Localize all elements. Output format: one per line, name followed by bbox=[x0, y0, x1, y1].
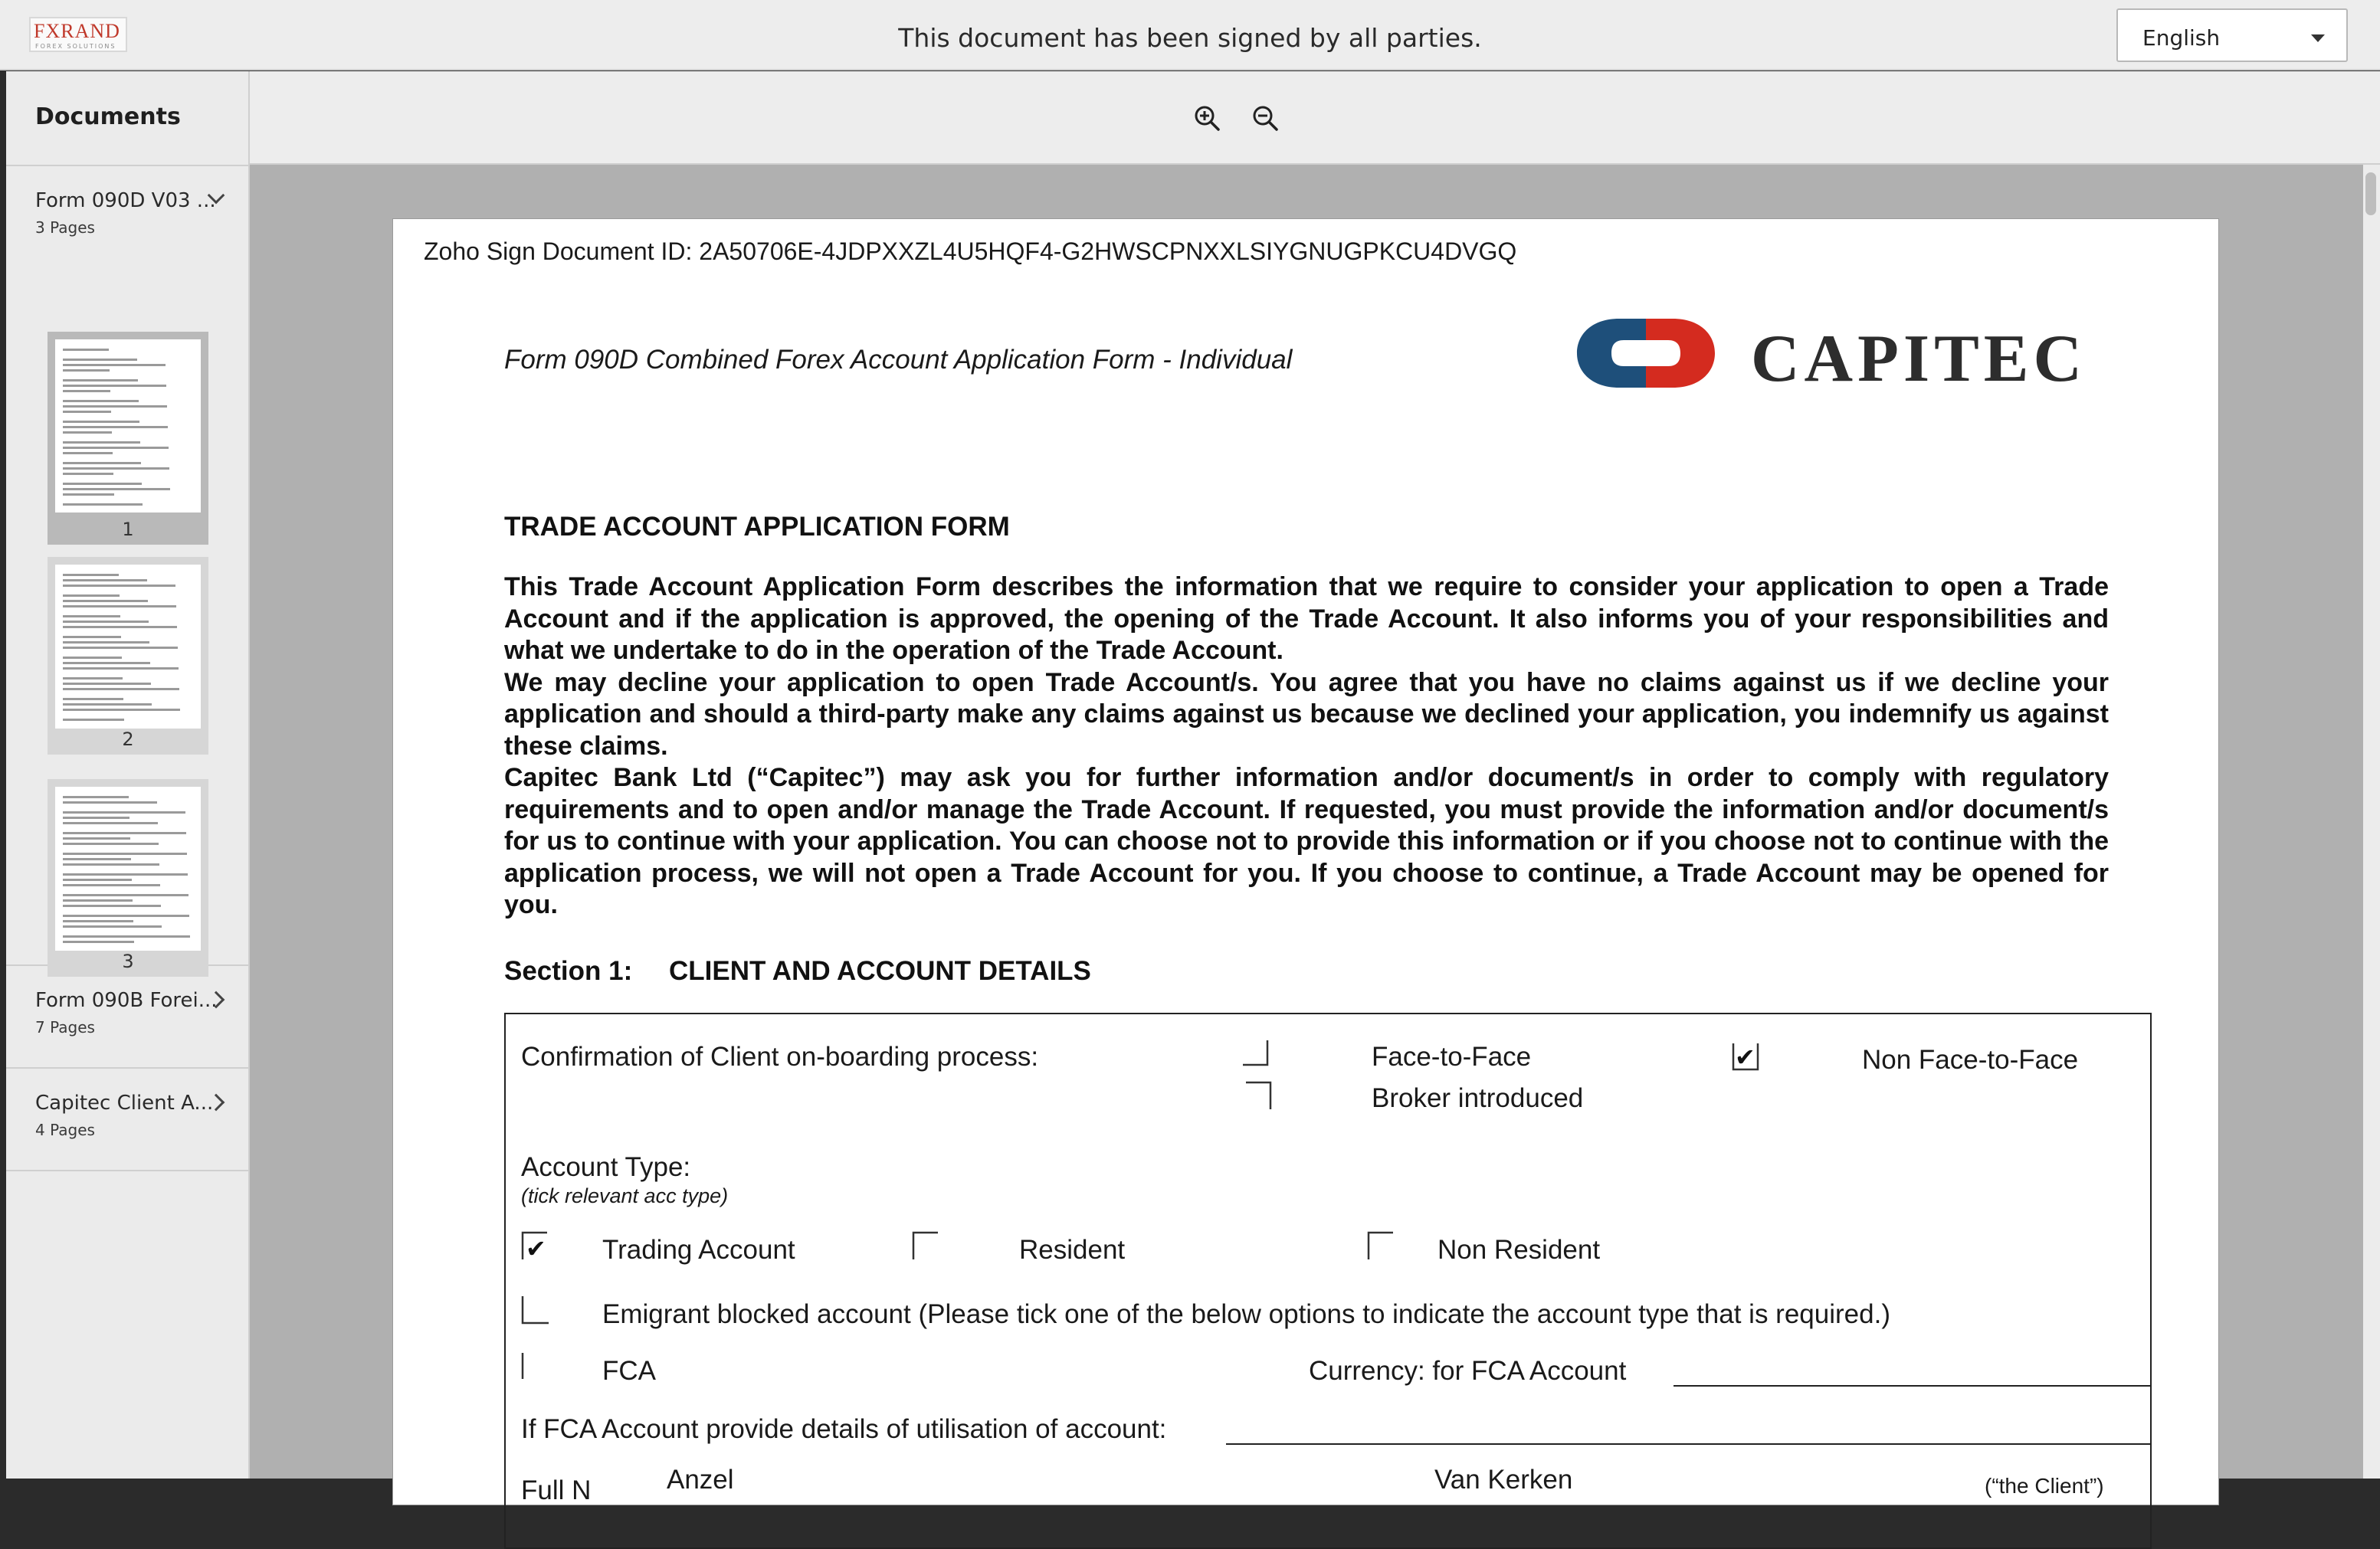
thumbnail-preview bbox=[55, 787, 201, 951]
thumbnail-text-line bbox=[63, 822, 158, 824]
thumbnail-text-line bbox=[63, 585, 175, 587]
logo-text: FXRAND bbox=[34, 20, 120, 42]
thumbnail-text-line bbox=[63, 605, 176, 607]
fca-currency-field[interactable] bbox=[1674, 1385, 2152, 1387]
thumbnail-text-line bbox=[63, 925, 162, 928]
thumbnail-text-line bbox=[63, 600, 148, 602]
thumbnail-text-line bbox=[63, 698, 123, 700]
page-thumbnail-3[interactable] bbox=[48, 779, 208, 977]
capitec-logo-mark bbox=[1573, 311, 1719, 395]
document-viewer[interactable] bbox=[250, 165, 2380, 1505]
trading-account-label: Trading Account bbox=[602, 1235, 795, 1265]
thumbnail-text-line bbox=[63, 941, 134, 943]
thumbnail-text-line bbox=[63, 594, 120, 597]
thumbnail-text-line bbox=[63, 703, 152, 706]
check-icon: ✔ bbox=[1735, 1043, 1755, 1072]
document-name: Capitec Client A... bbox=[35, 1092, 214, 1115]
thumbnail-text-line bbox=[63, 579, 147, 581]
logo-subtitle: FOREX SOLUTIONS bbox=[35, 43, 116, 50]
thumbnail-text-line bbox=[63, 467, 169, 470]
thumbnail-text-line bbox=[63, 873, 188, 876]
client-designation-label: (“the Client”) bbox=[1985, 1474, 2104, 1498]
intro-paragraph: This Trade Account Application Form describes the information that we require to consider your application to open a Trade Account and if the application is approved, the opening of the Trade Account. It also informs you of your responsibilities and what we undertake to do in the operation of the Trade Account. bbox=[504, 572, 2109, 665]
check-icon: ✔ bbox=[526, 1234, 546, 1263]
document-header[interactable] bbox=[35, 189, 234, 237]
thumbnail-preview bbox=[55, 339, 201, 513]
account-type-hint: (tick relevant acc type) bbox=[521, 1184, 729, 1207]
page-thumbnail-1[interactable] bbox=[48, 332, 208, 545]
document-header[interactable] bbox=[35, 1092, 234, 1139]
top-bar bbox=[0, 0, 2380, 70]
thumbnail-text-line bbox=[63, 641, 149, 644]
thumbnail-text-line bbox=[63, 796, 129, 798]
thumbnail-text-line bbox=[63, 364, 166, 366]
language-select[interactable] bbox=[2116, 8, 2348, 62]
face-to-face-checkbox[interactable] bbox=[1241, 1037, 1269, 1068]
resident-checkbox[interactable] bbox=[912, 1230, 939, 1261]
thumbnail-page-number: 1 bbox=[122, 519, 134, 540]
thumbnail-text-line bbox=[63, 621, 149, 623]
document-header[interactable] bbox=[35, 989, 234, 1036]
capitec-wordmark: CAPITEC bbox=[1751, 322, 2087, 396]
thumbnail-page-number: 3 bbox=[122, 951, 134, 972]
viewer-toolbar bbox=[250, 71, 2380, 165]
fca-utilisation-field[interactable] bbox=[1226, 1443, 2152, 1445]
viewer-scrollbar[interactable] bbox=[2363, 165, 2380, 1479]
thumbnail-text-line bbox=[63, 441, 140, 444]
thumbnail-text-line bbox=[63, 359, 137, 361]
document-page-count: 3 Pages bbox=[35, 218, 95, 237]
thumbnail-text-line bbox=[63, 817, 129, 819]
thumbnail-text-line bbox=[63, 503, 143, 506]
account-type-label: Account Type: bbox=[521, 1152, 691, 1182]
document-page-count: 7 Pages bbox=[35, 1018, 95, 1036]
thumbnail-text-line bbox=[63, 657, 122, 659]
page-thumbnail-2[interactable] bbox=[48, 557, 208, 755]
thumbnail-text-line bbox=[63, 801, 157, 804]
onboarding-label: Confirmation of Client on-boarding process: bbox=[521, 1042, 1039, 1072]
fca-checkbox[interactable] bbox=[521, 1351, 549, 1382]
intro-paragraph: We may decline your application to open Trade Account/s. You agree that you have no claims against us if we decline your application and should a third-party make any claims against us because we declined your application, you indemnify us against these claims. bbox=[504, 667, 2109, 761]
document-group-form-090b[interactable] bbox=[6, 966, 248, 1069]
thumbnail-text-line bbox=[63, 915, 189, 917]
thumbnail-text-line bbox=[63, 920, 133, 922]
document-name: Form 090D V03 ... bbox=[35, 189, 216, 212]
document-name: Form 090B Forei... bbox=[35, 989, 218, 1012]
thumbnail-text-line bbox=[63, 626, 177, 628]
thumbnail-text-line bbox=[63, 369, 110, 372]
thumbnail-text-line bbox=[63, 426, 168, 428]
documents-sidebar bbox=[6, 71, 250, 1479]
thumbnail-text-line bbox=[63, 853, 187, 855]
thumbnail-text-line bbox=[63, 863, 159, 866]
capitec-logo bbox=[1573, 306, 2110, 406]
thumbnail-text-line bbox=[63, 411, 111, 413]
thumbnail-text-line bbox=[63, 843, 159, 845]
thumbnail-text-line bbox=[63, 379, 138, 382]
non-resident-checkbox[interactable] bbox=[1367, 1230, 1395, 1261]
thumbnail-text-line bbox=[63, 636, 121, 638]
thumbnail-text-line bbox=[63, 405, 167, 408]
thumbnail-text-line bbox=[63, 719, 124, 721]
intro-text bbox=[504, 571, 2109, 922]
thumbnail-text-line bbox=[63, 884, 160, 886]
thumbnail-text-line bbox=[63, 667, 179, 670]
thumbnail-text-line bbox=[63, 421, 139, 423]
broker-introduced-label: Broker introduced bbox=[1372, 1083, 1584, 1113]
thumbnail-text-line bbox=[63, 683, 151, 685]
thumbnail-text-line bbox=[63, 858, 131, 860]
non-face-to-face-label: Non Face-to-Face bbox=[1862, 1045, 2079, 1075]
thumbnail-text-line bbox=[63, 837, 130, 840]
surname-value: Van Kerken bbox=[1434, 1465, 1573, 1495]
thumbnail-text-line bbox=[63, 677, 123, 680]
full-name-label: Full N bbox=[521, 1475, 592, 1505]
thumbnail-text-line bbox=[63, 483, 142, 485]
language-selected-value: English bbox=[2142, 25, 2221, 51]
resident-label: Resident bbox=[1019, 1235, 1126, 1265]
first-name-value: Anzel bbox=[667, 1465, 734, 1495]
application-heading: TRADE ACCOUNT APPLICATION FORM bbox=[504, 512, 1010, 542]
thumbnail-text-line bbox=[63, 647, 178, 649]
thumbnail-text-line bbox=[63, 473, 113, 475]
thumbnail-text-line bbox=[63, 400, 139, 402]
thumbnail-text-line bbox=[63, 615, 120, 617]
thumbnail-text-line bbox=[63, 662, 150, 664]
document-page bbox=[392, 218, 2219, 1505]
thumbnail-text-line bbox=[63, 688, 179, 690]
thumbnail-text-line bbox=[63, 390, 110, 392]
thumbnail-text-line bbox=[63, 574, 119, 576]
thumbnail-text-line bbox=[63, 899, 133, 902]
client-account-details-form bbox=[504, 1013, 2152, 1549]
thumbnail-text-line bbox=[63, 447, 169, 449]
fca-currency-label: Currency: for FCA Account bbox=[1309, 1356, 1627, 1386]
form-title: Form 090D Combined Forex Account Application Form - Individual bbox=[504, 345, 1293, 375]
thumbnail-text-line bbox=[63, 894, 188, 896]
non-resident-label: Non Resident bbox=[1438, 1235, 1601, 1265]
caret-down-icon bbox=[2311, 34, 2325, 42]
signed-status-message: This document has been signed by all parties. bbox=[898, 23, 1482, 53]
emigrant-blocked-checkbox[interactable] bbox=[521, 1295, 549, 1325]
thumbnail-text-line bbox=[63, 488, 170, 490]
broker-introduced-checkbox[interactable] bbox=[1244, 1080, 1272, 1111]
document-id: Zoho Sign Document ID: 2A50706E-4JDPXXZL4U5HQF4-G2HWSCPNXXLSIYGNUGPKCU4DVGQ bbox=[424, 237, 1517, 265]
thumbnail-text-line bbox=[63, 811, 185, 814]
sidebar-title: Documents bbox=[35, 103, 181, 130]
fca-utilisation-label: If FCA Account provide details of utilisation of account: bbox=[521, 1414, 1167, 1444]
thumbnail-text-line bbox=[63, 709, 180, 711]
document-group-form-090d bbox=[6, 166, 248, 972]
sidebar-header bbox=[6, 71, 248, 166]
thumbnail-text-line bbox=[63, 349, 109, 351]
emigrant-blocked-label: Emigrant blocked account (Please tick one of the below options to indicate the account type that is required.) bbox=[602, 1299, 1890, 1329]
scrollbar-thumb[interactable] bbox=[2365, 172, 2376, 215]
document-group-capitec-client[interactable] bbox=[6, 1069, 248, 1171]
thumbnail-text-line bbox=[63, 493, 114, 496]
intro-paragraph: Capitec Bank Ltd (“Capitec”) may ask you for further information and/or document/s in order to comply with regulatory requirements and to open and/or manage the Trade Account. If requested, you must provide the information and/or document/s for us to continue with your application. You can choose not to provide this information or if you choose not to continue with the application process, we will not open a Trade Account for you. If you choose to continue, a Trade Account may be opened for you. bbox=[504, 763, 2109, 919]
thumbnail-preview bbox=[55, 565, 201, 729]
zoom-out-icon[interactable] bbox=[1251, 103, 1280, 133]
thumbnail-page-number: 2 bbox=[122, 729, 134, 750]
zoom-in-icon[interactable] bbox=[1192, 103, 1221, 133]
face-to-face-label: Face-to-Face bbox=[1372, 1042, 1532, 1072]
thumbnail-text-line bbox=[63, 905, 161, 907]
thumbnail-text-line bbox=[63, 462, 141, 464]
thumbnail-text-line bbox=[63, 431, 112, 434]
thumbnail-text-line bbox=[63, 385, 166, 387]
thumbnail-text-line bbox=[63, 832, 186, 834]
document-page-count: 4 Pages bbox=[35, 1121, 95, 1139]
thumbnail-text-line bbox=[63, 935, 190, 938]
section-number: Section 1: bbox=[504, 956, 633, 986]
thumbnail-text-line bbox=[63, 879, 132, 881]
section-title: CLIENT AND ACCOUNT DETAILS bbox=[669, 956, 1091, 986]
thumbnail-text-line bbox=[63, 452, 113, 454]
fca-label: FCA bbox=[602, 1356, 656, 1386]
